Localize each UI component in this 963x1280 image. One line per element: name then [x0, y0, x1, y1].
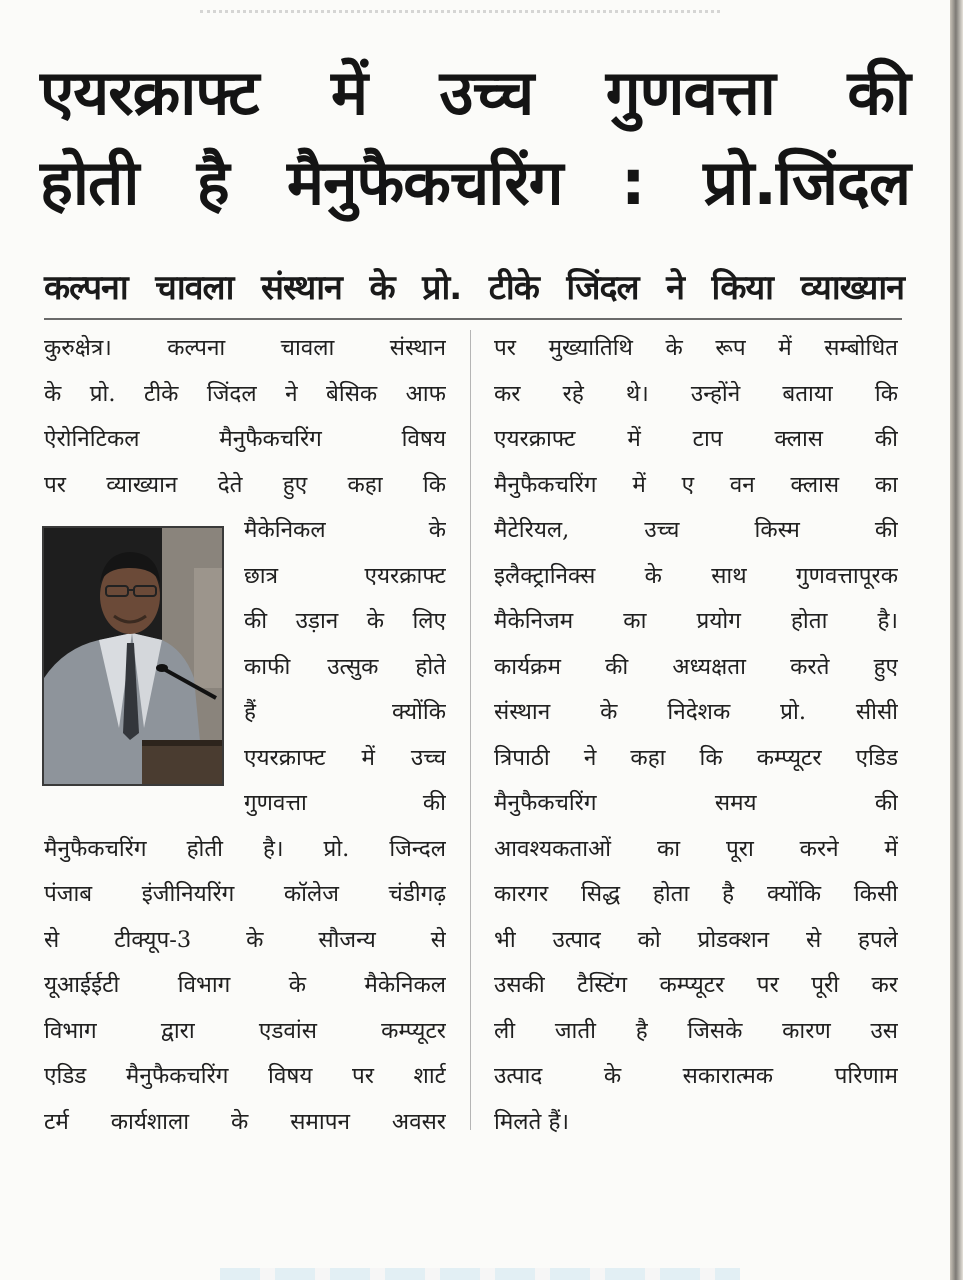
text-line: भी उत्पाद को प्रोडक्शन से हपले [494, 926, 898, 953]
text-line: ली जाती है जिसके कारण उस [494, 1017, 898, 1044]
text-line: की उड़ान के लिए [244, 608, 446, 634]
text-line: के प्रो. टीके जिंदल ने बेसिक आफ [44, 380, 446, 407]
text-line: एयरक्राफ्ट में टाप क्लास की [494, 426, 898, 452]
headline-divider [44, 318, 902, 320]
text-line: पर व्याख्यान देते हुए कहा कि [44, 471, 446, 498]
headline-line-1: एयरक्राफ्ट में उच्च गुणवत्ता की [40, 56, 910, 129]
text-line: कारगर सिद्ध होता है क्योंकि किसी [494, 881, 898, 907]
text-line: काफी उत्सुक होते [244, 653, 446, 680]
text-line: टर्म कार्यशाला के समापन अवसर [44, 1108, 446, 1135]
column-divider [470, 330, 471, 1130]
speaker-photo [42, 526, 224, 786]
page-edge [950, 0, 963, 1280]
text-line: पर मुख्यातिथि के रूप में सम्बोधित [494, 335, 898, 361]
text-line: मैकेनिजम का प्रयोग होता है। [494, 608, 898, 634]
text-line: मैकेनिकल के [244, 517, 446, 543]
text-line: मैनुफैकचरिंग होती है। प्रो. जिन्दल [44, 835, 446, 862]
text-line: पंजाब इंजीनियरिंग कॉलेज चंडीगढ़ [44, 881, 446, 907]
article-column-right [494, 326, 898, 1145]
text-line: एडिड मैनुफैकचरिंग विषय पर शार्ट [44, 1063, 446, 1089]
text-line: उसकी टैस्टिंग कम्प्यूटर पर पूरी कर [494, 972, 898, 998]
text-line: कर रहे थे। उन्होंने बताया कि [494, 380, 898, 407]
text-line: गुणवत्ता की [244, 790, 446, 816]
previous-article-fragment [200, 0, 720, 13]
text-line: उत्पाद के सकारात्मक परिणाम [494, 1063, 898, 1089]
text-line: विभाग द्वारा एडवांस कम्प्यूटर [44, 1017, 446, 1044]
text-line: मैनुफैकचरिंग समय की [494, 790, 898, 816]
headline-line-2: होती है मैनुफैकचरिंग : प्रो.जिंदल [40, 146, 910, 219]
text-line: मैटेरियल, उच्च किस्म की [494, 517, 898, 543]
text-line: छात्र एयरक्राफ्ट [244, 562, 446, 589]
text-line: एयरक्राफ्ट में उच्च [244, 744, 446, 771]
text-line: ऐरोनिटिकल मैनुफैकचरिंग विषय [44, 426, 446, 452]
text-line: मिलते हैं। [494, 1108, 569, 1135]
headline [40, 48, 910, 228]
text-line: आवश्यकताओं का पूरा करने में [494, 835, 898, 862]
next-article-fragment [220, 1268, 740, 1280]
text-line: कुरुक्षेत्र। कल्पना चावला संस्थान [44, 335, 446, 361]
text-line: हैं क्योंकि [244, 699, 446, 725]
subheadline: कल्पना चावला संस्थान के प्रो. टीके जिंदल ने किया व्याख्यान [44, 268, 904, 308]
text-line: कार्यक्रम की अध्यक्षता करते हुए [494, 653, 898, 680]
text-line: यूआईईटी विभाग के मैकेनिकल [44, 972, 446, 998]
text-line: इलैक्ट्रानिक्स के साथ गुणवत्तापूरक [494, 562, 898, 589]
text-line: मैनुफैकचरिंग में ए वन क्लास का [494, 471, 898, 498]
text-line: से टीक्यूप-3 के सौजन्य से [44, 926, 446, 953]
text-line: त्रिपाठी ने कहा कि कम्प्यूटर एडिड [494, 744, 898, 771]
text-line: संस्थान के निदेशक प्रो. सीसी [494, 699, 898, 725]
